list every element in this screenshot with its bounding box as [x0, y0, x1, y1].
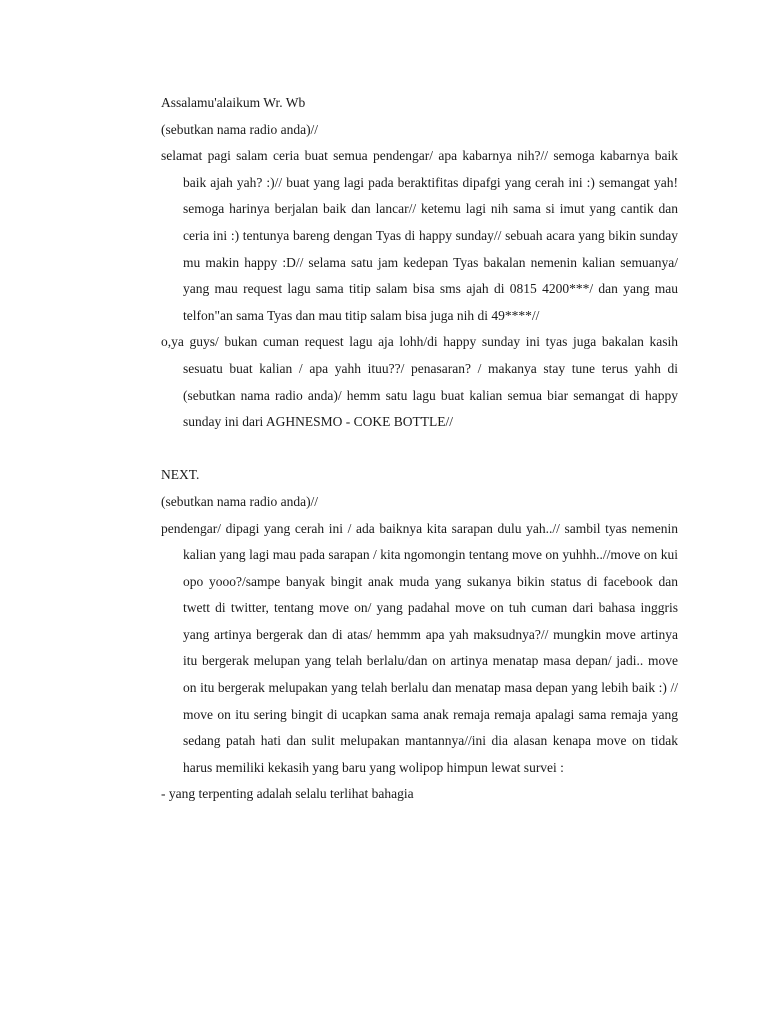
blank-line [161, 436, 678, 463]
next-heading: NEXT. [161, 467, 200, 483]
opening-paragraph: selamat pagi salam ceria buat semua pendengar/ apa kabarnya nih?// semoga kabarnya baik baik ajah yah? :)// buat yang lagi pada beraktifitas dipafgi yang cerah ini :) semangat yah! semoga harinya berjalan baik dan lancar// ketemu lagi nih sama si imut yang cantik dan ceria ini :) tentunya bareng dengan Tyas di happy sunday// sebuah acara yang bikin sunday mu makin happy :D// selama satu jam kedepan Tyas bakalan nemenin kalian semuanya/ yang mau request lagu sama titip salam bisa sms ajah di 0815 4200***/ dan yang mau telfon"an sama Tyas dan mau titip salam bisa juga nih di 49****// [161, 148, 678, 323]
station-note: (sebutkan nama radio anda)// [161, 121, 319, 137]
move-on-paragraph: pendengar/ dipagi yang cerah ini / ada baiknya kita sarapan dulu yah..// sambil tyas nemenin kalian yang lagi mau pada sarapan / kita ngomongin tentang move on yuhhh..//move on kui opo yooo?/sampe banyak bingit anak muda yang sukanya bikin status di facebook dan twett di twitter, tentang move on/ yang padahal move on tuh cuman dari bahasa inggris yang artinya bergerak dan di atas/ hemmm apa yah maksudnya?// mungkin move artinya itu bergerak melupan yang telah berlalu/dan on artinya menatap masa depan/ jadi.. move on itu bergerak melupakan yang telah berlalu dan menatap masa depan yang lebih baik :) // move on itu sering bingit di ucapkan sama anak remaja remaja apalagi sama remaja yang sedang patah hati dan sulit melupakan mantannya//ini dia alasan kenapa move on tidak harus memiliki kekasih yang baru yang wolipop himpun lewat survei : [161, 520, 678, 775]
request-paragraph: o,ya guys/ bukan cuman request lagu aja lohh/di happy sunday ini tyas juga bakalan kasih sesuatu buat kalian / apa yahh ituu??/ penasaran? / makanya stay tune terus yahh di (sebutkan nama radio anda)/ hemm satu lagu buat kalian semua biar semangat di happy sunday ini dari AGHNESMO - COKE BOTTLE// [161, 334, 678, 430]
document-page [161, 90, 678, 808]
greeting-line: Assalamu'alaikum Wr. Wb [161, 95, 306, 110]
list-item: - yang terpenting adalah selalu terlihat bahagia [161, 786, 414, 802]
station-note: (sebutkan nama radio anda)// [161, 493, 319, 509]
